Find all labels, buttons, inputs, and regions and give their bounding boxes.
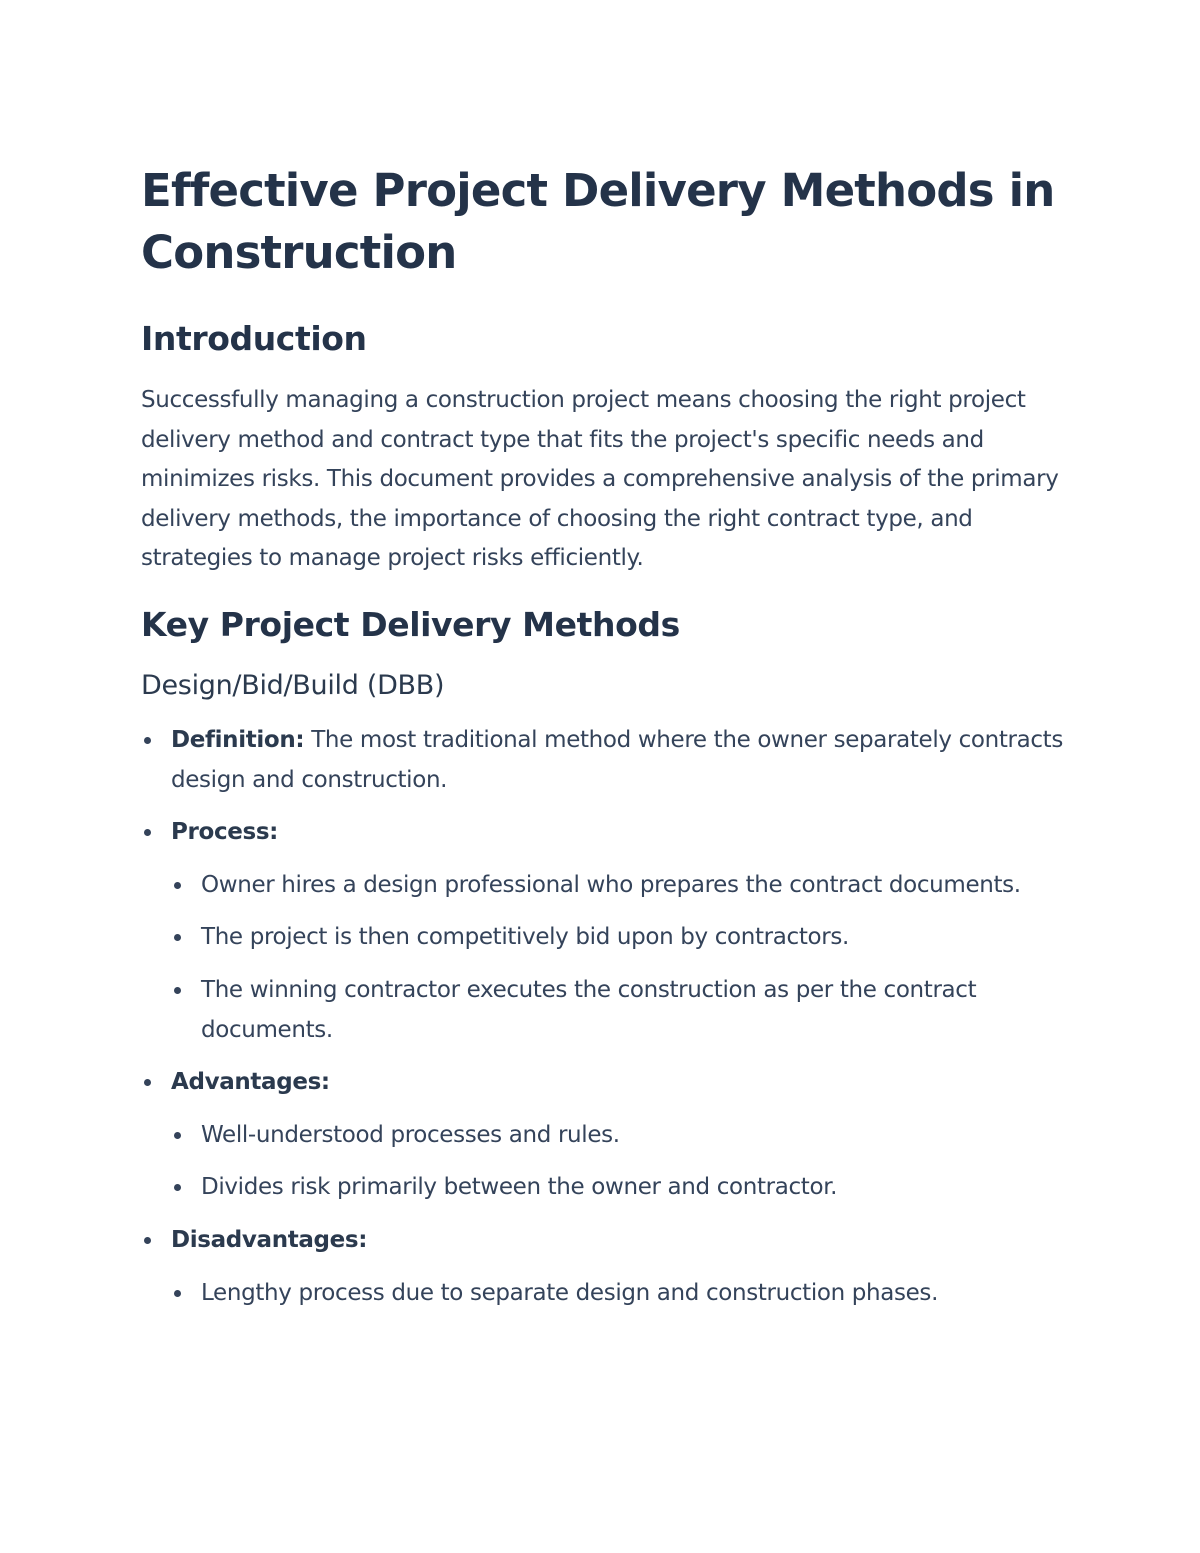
process-step-text: The winning contractor executes the construction as per the contract documents. [201,976,977,1043]
list-item [171,918,1071,958]
list-item [171,1116,1071,1156]
bullet-icon [174,1184,181,1191]
document-page [141,160,1071,1326]
list-item [171,1274,1071,1314]
bullet-icon [144,829,151,836]
disadvantages-item [141,1221,1071,1313]
process-item [141,813,1071,1050]
bullet-icon [174,1290,181,1297]
introduction-heading: Introduction [141,319,367,358]
disadvantage-text: Lengthy process due to separate design and construction phases. [201,1279,939,1306]
advantage-text: Well-understood processes and rules. [201,1121,620,1148]
disadvantages-sublist [171,1274,1071,1314]
list-item [171,971,1071,1050]
bullet-icon [174,1132,181,1139]
advantages-item [141,1063,1071,1208]
advantages-sublist [171,1116,1071,1208]
dbb-list [141,721,1071,1313]
process-sublist [171,866,1071,1050]
dbb-heading: Design/Bid/Build (DBB) [141,669,445,701]
advantages-label: Advantages: [171,1069,330,1096]
list-item [171,866,1071,906]
definition-text: The most traditional method where the owner separately contracts design and construction. [171,726,1063,793]
advantage-text: Divides risk primarily between the owner and contractor. [201,1174,838,1201]
bullet-icon [174,934,181,941]
bullet-icon [174,882,181,889]
bullet-icon [174,987,181,994]
bullet-icon [144,1079,151,1086]
definition-label: Definition: [171,726,305,753]
introduction-paragraph: Successfully managing a construction project means choosing the right project delivery method and contract type that fits the project's specific needs and minimizes risks. This document provides a comprehensive analysis of the primary delivery methods, the importance of choosing the right contract type, and strategies to manage project risks efficiently. [141,387,1059,572]
bullet-icon [144,1237,151,1244]
process-step-text: Owner hires a design professional who prepares the contract documents. [201,871,1021,898]
bullet-icon [144,737,151,744]
definition-item [141,721,1071,800]
process-step-text: The project is then competitively bid upon by contractors. [201,924,849,951]
list-item [171,1168,1071,1208]
disadvantages-label: Disadvantages: [171,1226,368,1253]
delivery-methods-heading: Key Project Delivery Methods [141,604,680,644]
process-label: Process: [171,819,279,846]
document-title: Effective Project Delivery Methods in Construction [141,164,1055,279]
